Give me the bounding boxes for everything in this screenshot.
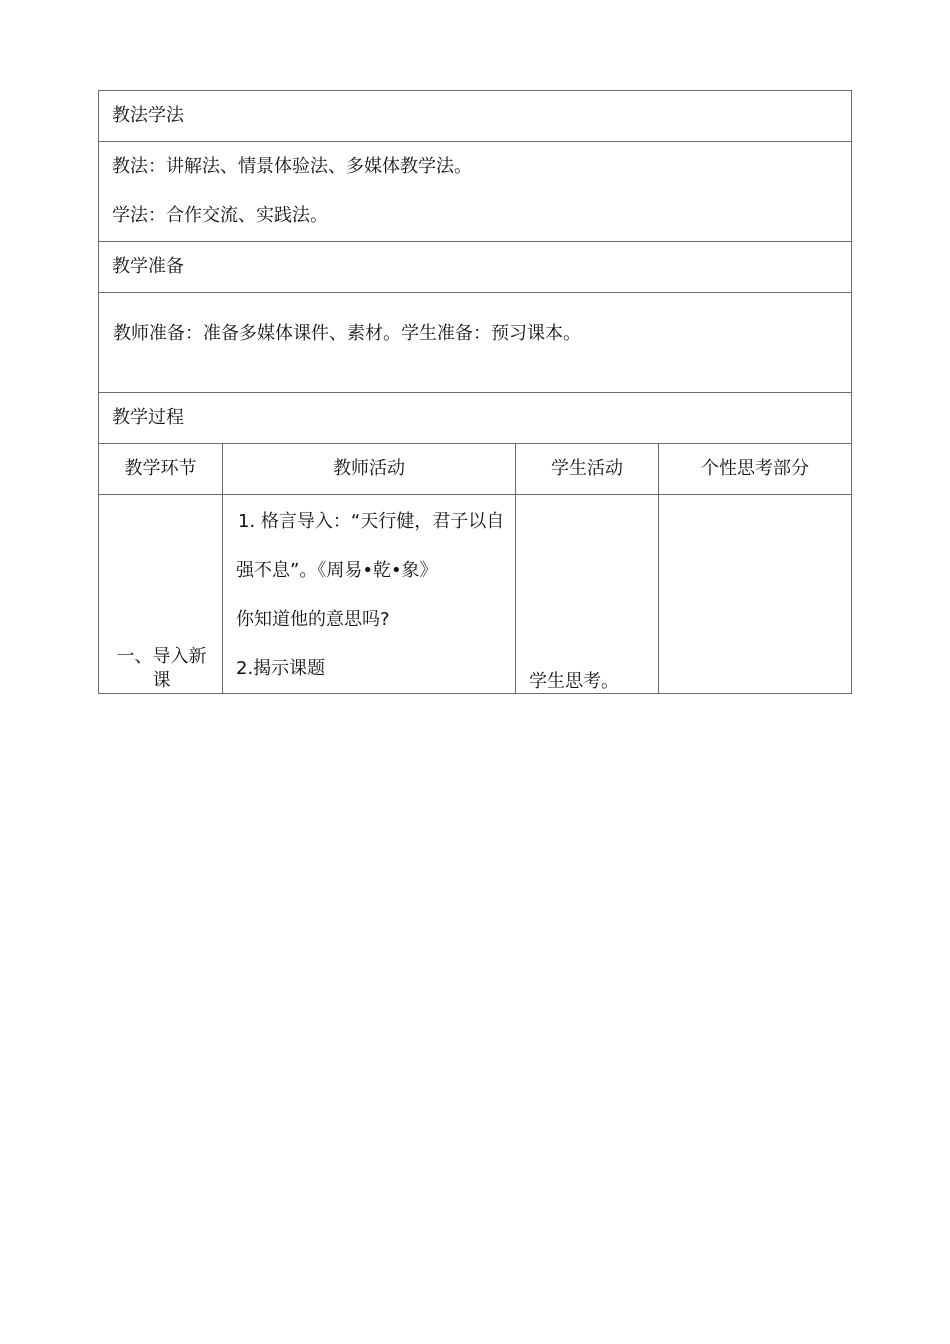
methods-row	[99, 142, 852, 242]
methods-title: 教法学法	[99, 91, 852, 142]
teacher-line-4: 2.揭示课题	[236, 657, 326, 679]
stage-name: 一、导入新课	[116, 646, 207, 691]
lesson-plan-table	[98, 90, 852, 694]
process-title-row	[99, 393, 852, 444]
header-personal-thoughts: 个性思考部分	[659, 444, 852, 495]
column-header-row	[99, 444, 852, 495]
header-student-activity: 学生活动	[516, 444, 659, 495]
header-teacher-activity: 教师活动	[223, 444, 516, 495]
prep-text: 教师准备：准备多媒体课件、素材。学生准备：预习课本。	[113, 323, 581, 344]
student-activity-text: 学生思考。	[529, 671, 619, 692]
prep-title: 教学准备	[99, 242, 852, 293]
methods-title-row	[99, 91, 852, 142]
prep-row	[99, 293, 852, 393]
prep-title-row	[99, 242, 852, 293]
methods-cell	[99, 142, 852, 242]
teacher-line-1: 1. 格言导入：“天行健，君子以自	[238, 510, 505, 532]
teacher-activity-cell	[223, 495, 516, 694]
personal-thoughts-cell	[659, 495, 852, 694]
teacher-line-3: 你知道他的意思吗?	[236, 608, 390, 630]
teaching-methods-text: 教法：讲解法、情景体验法、多媒体教学法。	[112, 156, 472, 177]
teacher-line-2: 强不息”。《周易•乾•象》	[236, 559, 438, 581]
student-activity-cell	[516, 495, 659, 694]
stage-cell	[99, 495, 223, 694]
learning-methods-text: 学法：合作交流、实践法。	[112, 205, 328, 226]
prep-cell	[99, 293, 852, 393]
table-row	[99, 495, 852, 694]
header-stage: 教学环节	[99, 444, 223, 495]
process-title: 教学过程	[99, 393, 852, 444]
